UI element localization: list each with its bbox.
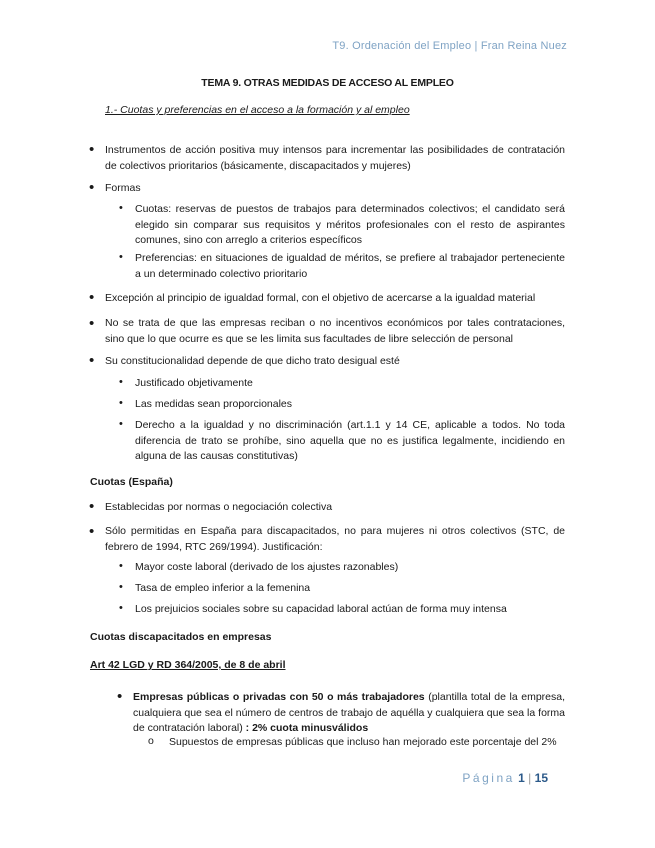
list-item: Establecidas por normas o negociación colectiva <box>105 501 333 513</box>
running-header: T9. Ordenación del Empleo | Fran Reina Nuez <box>332 40 567 52</box>
bullet-icon: • <box>89 315 95 332</box>
empresas-quota: : 2% cuota minusválidos <box>245 722 369 734</box>
sub-bullet-icon: • <box>119 251 123 263</box>
sub-list-item: Derecho a la igualdad y no discriminación (art.1.1 y 14 CE, aplicable a todos. No toda diferencia de trato se prohíbe, sino aquella que no es justifica legalmente, incidiendo en alguna de las causas constitutivas) <box>135 419 565 462</box>
sub-list-item: Las medidas sean proporcionales <box>135 398 293 410</box>
sub-list-item: Mayor coste laboral (derivado de los ajustes razonables) <box>135 561 399 573</box>
sub-bullet-icon: • <box>119 418 123 430</box>
sub-list-item: Cuotas: reservas de puestos de trabajos para determinados colectivos; el candidato será elegido sin comparar sus requisitos y méritos profesionales con el resto de aspirantes comunes, sino con arreglo a criterios específicos <box>135 203 565 246</box>
sub-bullet-icon: • <box>119 376 123 388</box>
footer-separator: | <box>528 771 532 785</box>
sub-bullet-icon: • <box>119 581 123 593</box>
sub-list-item: Supuestos de empresas públicas que incluso han mejorado este porcentaje del 2% <box>169 736 557 748</box>
bullet-icon: • <box>117 688 123 705</box>
sub-bullet-icon: • <box>119 560 123 572</box>
bullet-icon: • <box>89 523 95 540</box>
sub-bullet-icon: • <box>119 397 123 409</box>
sub-bullet-icon: • <box>119 202 123 214</box>
section-heading-art-42: Art 42 LGD y RD 364/2005, de 8 de abril <box>90 659 286 671</box>
section-heading-cuotas-discapacitados: Cuotas discapacitados en empresas <box>90 631 272 643</box>
section-heading-cuotas-preferencias: 1.- Cuotas y preferencias en el acceso a la formación y al empleo <box>105 104 410 116</box>
sub-bullet-icon: • <box>119 602 123 614</box>
empresas-bold: Empresas públicas o privadas con 50 o más trabajadores <box>133 691 425 703</box>
list-item-empresas <box>133 690 565 737</box>
page-number: 1 <box>518 771 525 785</box>
bullet-icon: • <box>89 179 95 196</box>
list-item: No se trata de que las empresas reciban o no incentivos económicos por tales contrataciones, sino que lo que ocurre es que se les limita sus facultades de libre selección de personal <box>105 317 565 345</box>
sub-list-item: Justificado objetivamente <box>135 377 253 389</box>
sub-list-item: Tasa de empleo inferior a la femenina <box>135 582 311 594</box>
document-title: TEMA 9. OTRAS MEDIDAS DE ACCESO AL EMPLEO <box>201 77 454 89</box>
bullet-icon: • <box>89 141 95 158</box>
bullet-icon: • <box>89 498 95 515</box>
sub-list-item: Preferencias: en situaciones de igualdad de méritos, se prefiere al trabajador perteneciente a un determinado colectivo prioritario <box>135 252 565 280</box>
page-label: Página <box>462 771 515 785</box>
sub-list-item: Los prejuicios sociales sobre su capacidad laboral actúan de forma muy intensa <box>135 603 507 615</box>
page-footer <box>462 771 548 785</box>
list-item: Instrumentos de acción positiva muy intensos para incrementar las posibilidades de contratación de colectivos prioritarios (básicamente, discapacitados y mujeres) <box>105 144 565 172</box>
circle-bullet-icon: o <box>148 735 154 747</box>
bullet-icon: • <box>89 289 95 306</box>
list-item: Formas <box>105 182 141 194</box>
page-total: 15 <box>534 771 548 785</box>
bullet-icon: • <box>89 352 95 369</box>
list-item: Excepción al principio de igualdad formal, con el objetivo de acercarse a la igualdad material <box>105 292 536 304</box>
section-heading-cuotas-espana: Cuotas (España) <box>90 476 173 488</box>
empresas-text: (plantilla total de la empresa, cualquiera que sea el número de centros de trabajo de aquélla y cualquiera que sea la forma de contratación laboral) <box>133 691 566 734</box>
list-item: Sólo permitidas en España para discapacitados, no para mujeres ni otros colectivos (STC, de febrero de 1994, RTC 269/1994). Justificación: <box>105 525 565 553</box>
list-item: Su constitucionalidad depende de que dicho trato desigual esté <box>105 355 400 367</box>
